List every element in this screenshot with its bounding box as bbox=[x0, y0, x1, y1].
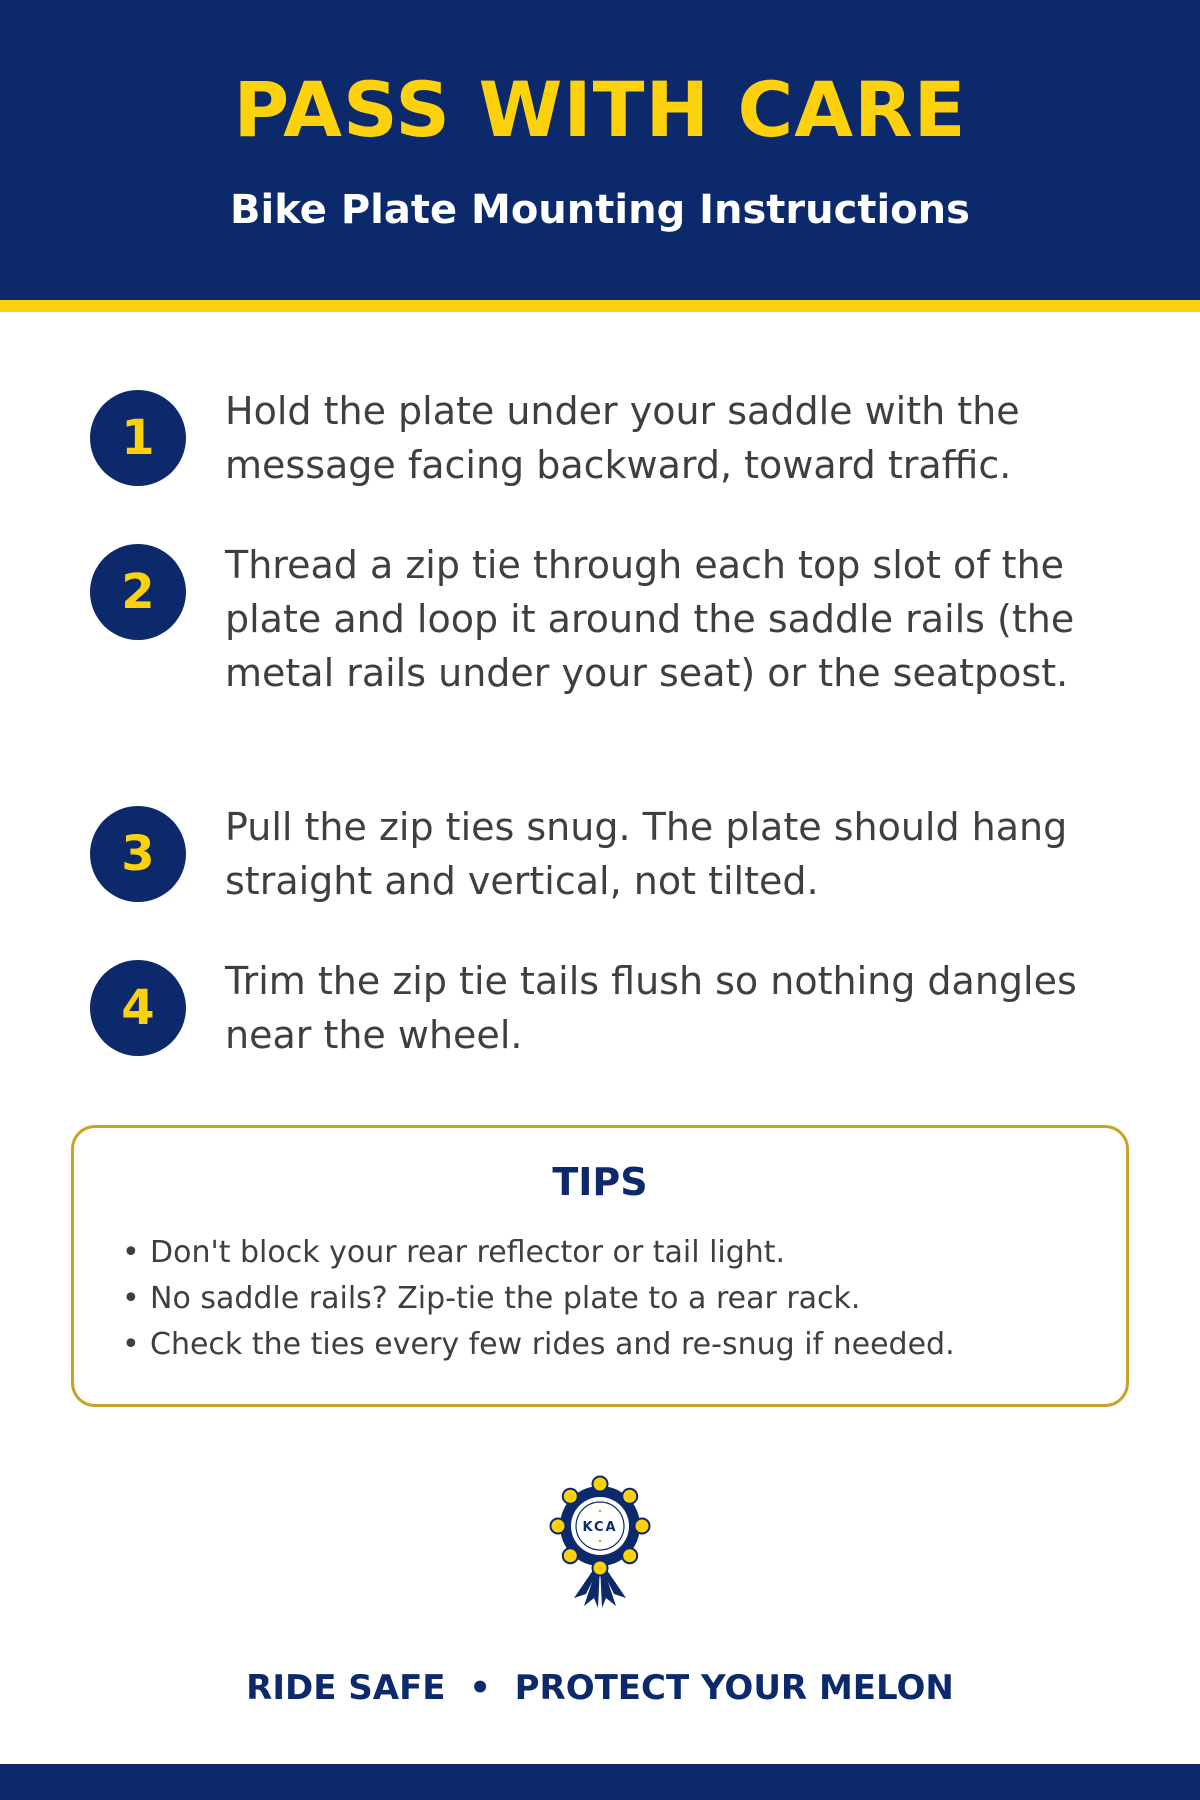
step-number-badge: 2 bbox=[90, 544, 186, 640]
bullet-icon: • bbox=[122, 1235, 140, 1270]
kca-rosette-logo-icon bbox=[540, 1470, 660, 1620]
tips-item bbox=[122, 1322, 955, 1368]
footer-tagline: RIDE SAFE • PROTECT YOUR MELON bbox=[246, 1668, 954, 1708]
step-text: Hold the plate under your saddle with the message facing backward, toward traffic. bbox=[225, 389, 1020, 487]
tips-item bbox=[122, 1276, 955, 1322]
step-text: Pull the zip ties snug. The plate should hang straight and vertical, not tilted. bbox=[225, 805, 1068, 903]
footer-bar bbox=[0, 1764, 1200, 1800]
tips-item bbox=[122, 1230, 955, 1276]
page-subtitle: Bike Plate Mounting Instructions bbox=[230, 187, 970, 233]
tips-item-text: No saddle rails? Zip-tie the plate to a rear rack. bbox=[150, 1281, 861, 1316]
header-stripe bbox=[0, 300, 1200, 312]
tips-item-text: Check the ties every few rides and re-snug if needed. bbox=[150, 1327, 955, 1362]
tips-title: TIPS bbox=[552, 1160, 648, 1204]
step-number-badge: 4 bbox=[90, 960, 186, 1056]
step-text: Trim the zip tie tails flush so nothing dangles near the wheel. bbox=[225, 959, 1077, 1057]
page-title: PASS WITH CARE bbox=[233, 65, 967, 154]
step-number-badge: 1 bbox=[90, 390, 186, 486]
header-banner bbox=[0, 0, 1200, 300]
tips-box bbox=[71, 1125, 1129, 1407]
tips-item-text: Don't block your rear reflector or tail light. bbox=[150, 1235, 786, 1270]
step-text: Thread a zip tie through each top slot of the plate and loop it around the saddle rails (the metal rails under your seat) or the seatpost. bbox=[225, 543, 1075, 695]
bullet-icon: • bbox=[122, 1281, 140, 1316]
bullet-icon: • bbox=[122, 1327, 140, 1362]
tips-list bbox=[122, 1230, 955, 1368]
step-number-badge: 3 bbox=[90, 806, 186, 902]
logo-initials: KCA bbox=[582, 1520, 618, 1535]
